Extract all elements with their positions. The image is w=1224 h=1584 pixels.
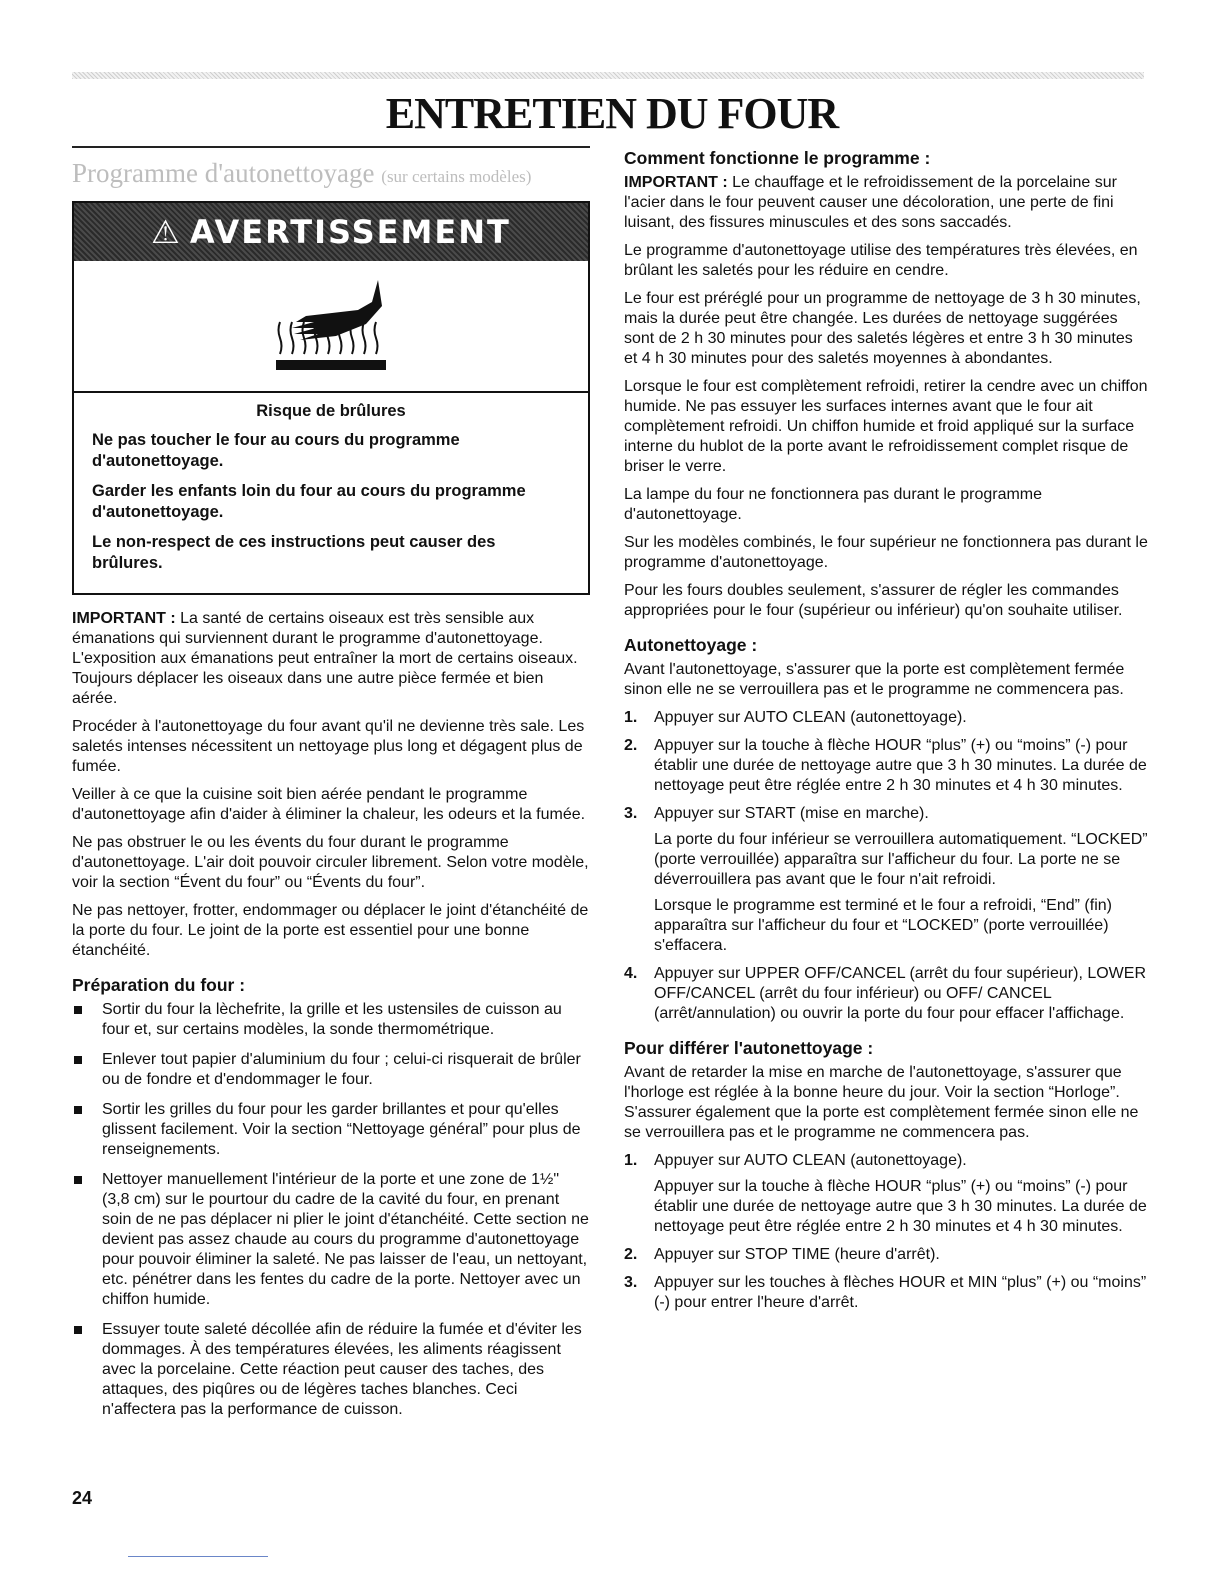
footer-link-line [128, 1556, 268, 1557]
step-number: 4. [624, 965, 638, 982]
self-clean-heading: Autonettoyage : [624, 635, 758, 655]
step-text: Appuyer sur AUTO CLEAN (autonettoyage). [654, 1152, 967, 1169]
step-item [624, 736, 1148, 796]
paragraph: Pour les fours doubles seulement, s'assurer de régler les commandes appropriées pour le four (supérieur ou inférieur) qu'on souhaite utiliser. [624, 582, 1123, 619]
square-bullet-icon [74, 1326, 82, 1334]
list-item [72, 1050, 590, 1090]
list-item [72, 1000, 590, 1040]
step-number: 3. [624, 805, 638, 822]
step-text: Appuyer sur START (mise en marche). [654, 805, 929, 822]
step-text: Appuyer sur STOP TIME (heure d'arrêt). [654, 1246, 940, 1263]
page-title: ENTRETIEN DU FOUR [385, 89, 839, 138]
page-number: 24 [72, 1488, 93, 1508]
step-text: Appuyer sur AUTO CLEAN (autonettoyage). [654, 709, 967, 726]
list-item-text: Enlever tout papier d'aluminium du four ; celui-ci risquerait de brûler ou de fondre et d'endommager le four. [102, 1051, 581, 1088]
list-item-text: Sortir les grilles du four pour les garder brillantes et pour qu'elles glissent facilement. Voir la section “Nettoyage général” pour plus de renseignements. [102, 1101, 581, 1158]
square-bullet-icon [74, 1056, 82, 1064]
paragraph: Le four est préréglé pour un programme de nettoyage de 3 h 30 minutes, mais la durée peut être changée. Les durées de nettoyage suggérées sont de 2 h 30 minutes pour des saletés légères et entre 3 h 30 minutes et 4 h 30 minutes pour des saletés moyennes à abondantes. [624, 290, 1141, 367]
paragraph: Lorsque le four est complètement refroidi, retirer la cendre avec un chiffon humide. Ne pas essuyer les surfaces internes avant que le four ait complètement refroidi. Un chiffon humide et froid appliqué sur la surface interne du hublot de la porte avant le refroidissement complet risque de briser le verre. [624, 378, 1148, 475]
list-item-text: Essuyer toute saleté décollée afin de réduire la fumée et d'éviter les dommages. À des températures élevées, les aliments réagissent avec la porcelaine. Cette réaction peut causer des taches, des attaques, des piqûres ou de légères taches blanches. Ceci n'affectera pas la performance de cuisson. [102, 1321, 582, 1418]
warning-triangle-icon: ⚠ [151, 213, 182, 251]
paragraph: Avant de retarder la mise en marche de l'autonettoyage, s'assurer que l'horloge est réglée à la bonne heure du jour. Voir la section “Horloge”. S'assurer également que la porte est complètement fermée sinon elle ne se verrouillera pas et le programme ne commencera pas. [624, 1064, 1139, 1141]
paragraph-text: La santé de certains oiseaux est très sensible aux émanations qui surviennent durant le programme d'autonettoyage. L'exposition aux émanations peut entraîner la mort de certains oiseaux. Toujours déplacer les oiseaux dans une autre pièce fermée et bien aérée. [72, 610, 578, 707]
square-bullet-icon [74, 1176, 82, 1184]
paragraph-lead: IMPORTANT : [624, 174, 728, 191]
preparation-list [72, 1000, 590, 1420]
top-decorative-rule [72, 72, 1144, 79]
warning-line: Ne pas toucher le four au cours du programme d'autonettoyage. [92, 431, 460, 470]
paragraph: Veiller à ce que la cuisine soit bien aérée pendant le programme d'autonettoyage afin d'aider à éliminer la chaleur, les odeurs et la fumée. [72, 786, 586, 823]
list-item [72, 1170, 590, 1310]
step-number: 2. [624, 1246, 638, 1263]
step-text: Appuyer sur la touche à flèche HOUR “plus” (+) ou “moins” (-) pour établir une durée de nettoyage autre que 3 h 30 minutes. La durée de nettoyage peut être réglée entre 2 h 30 minutes et 4 h 30 minutes. [654, 737, 1147, 794]
step-note: La porte du four inférieur se verrouillera automatiquement. “LOCKED” (porte verrouillée) apparaîtra sur l'afficheur du four. La porte ne se déverrouillera pas avant que le four n'ait refroidi. [654, 831, 1148, 888]
step-item [624, 964, 1148, 1024]
list-item-text: Sortir du four la lèchefrite, la grille et les ustensiles de cuisson au four et, sur certains modèles, la sonde thermométrique. [102, 1001, 562, 1038]
hand-heat-icon [74, 261, 588, 393]
left-column [72, 146, 590, 1430]
paragraph: Ne pas obstruer le ou les évents du four durant le programme d'autonettoyage. L'air doit pouvoir circuler librement. Selon votre modèle, voir la section “Évent du four” ou “Évents du four”. [72, 834, 589, 891]
step-item [624, 1151, 1148, 1237]
step-text: Appuyer sur les touches à flèches HOUR et MIN “plus” (+) ou “moins” (-) pour entrer l'heure d'arrêt. [654, 1274, 1147, 1311]
right-column [624, 146, 1148, 1321]
step-item [624, 1245, 1148, 1265]
paragraph: Procéder à l'autonettoyage du four avant qu'il ne devienne très sale. Les saletés intenses nécessitent un nettoyage plus long et dégagent plus de fumée. [72, 718, 585, 775]
square-bullet-icon [74, 1006, 82, 1014]
section-subtitle: (sur certains modèles) [381, 167, 532, 186]
list-item [72, 1100, 590, 1160]
warning-line: Garder les enfants loin du four au cours du programme d'autonettoyage. [92, 482, 526, 521]
paragraph: Ne pas nettoyer, frotter, endommager ou déplacer le joint d'étanchéité de la porte du four. Le joint de la porte est essentiel pour une bonne étanchéité. [72, 902, 589, 959]
paragraph [624, 173, 1148, 233]
step-text: Appuyer sur UPPER OFF/CANCEL (arrêt du four supérieur), LOWER OFF/CANCEL (arrêt du four inférieur) ou OFF/ CANCEL (arrêt/annulation) ou ouvrir la porte du four pour effacer l'affichage. [654, 965, 1146, 1022]
warning-line: Le non-respect de ces instructions peut causer des brûlures. [92, 533, 496, 572]
step-note: Appuyer sur la touche à flèche HOUR “plus” (+) ou “moins” (-) pour établir une durée de nettoyage autre que 3 h 30 minutes. La durée de nettoyage peut être réglée entre 2 h 30 minutes et 4 h 30 minutes. [654, 1178, 1147, 1235]
step-item [624, 1273, 1148, 1313]
step-number: 3. [624, 1274, 638, 1291]
step-item [624, 708, 1148, 728]
step-number: 1. [624, 709, 638, 726]
paragraph: Sur les modèles combinés, le four supérieur ne fonctionnera pas durant le programme d'autonettoyage. [624, 534, 1148, 571]
risk-title: Risque de brûlures [256, 402, 406, 420]
preparation-heading: Préparation du four : [72, 975, 246, 995]
paragraph: Avant l'autonettoyage, s'assurer que la porte est complètement fermée sinon elle ne se verrouillera pas et le programme ne commencera pas. [624, 661, 1125, 698]
warning-box [72, 201, 590, 595]
paragraph-lead: IMPORTANT : [72, 610, 176, 627]
step-number: 1. [624, 1152, 638, 1169]
self-clean-steps [624, 708, 1148, 1024]
warning-header [74, 203, 588, 261]
section-heading [72, 146, 590, 189]
step-note: Lorsque le programme est terminé et le four a refroidi, “End” (fin) apparaîtra sur l'afficheur du four et “LOCKED” (porte verrouillée) s'effacera. [654, 897, 1112, 954]
how-it-works-heading: Comment fonctionne le programme : [624, 148, 931, 168]
section-title: Programme d'autonettoyage [72, 158, 375, 188]
warning-text [74, 393, 588, 593]
list-item-text: Nettoyer manuellement l'intérieur de la porte et une zone de 1½" (3,8 cm) sur le pourtour du cadre de la cavité du four, en prenant soin de ne pas déplacer ni plier le joint d'étanchéité. Cette section ne devient pas assez chaude au cours du programme d'autonettoyage pour pouvoir éliminer la saleté. Ne pas laisser de l'eau, un nettoyant, etc. pénétrer dans les fentes du cadre de la porte. Nettoyer avec un chiffon humide. [102, 1171, 589, 1308]
square-bullet-icon [74, 1106, 82, 1114]
step-number: 2. [624, 737, 638, 754]
paragraph-text: Le chauffage et le refroidissement de la porcelaine sur l'acier dans le four peuvent causer une décoloration, une perte de fini luisant, des fissures minuscules et des sons saccadés. [624, 174, 1117, 231]
delay-clean-heading: Pour différer l'autonettoyage : [624, 1038, 874, 1058]
paragraph: Le programme d'autonettoyage utilise des températures très élevées, en brûlant les saletés pour les réduire en cendre. [624, 242, 1138, 279]
step-item [624, 804, 1148, 956]
warning-header-label: AVERTISSEMENT [189, 213, 511, 251]
paragraph [72, 609, 590, 709]
paragraph: La lampe du four ne fonctionnera pas durant le programme d'autonettoyage. [624, 486, 1043, 523]
delay-clean-steps [624, 1151, 1148, 1313]
list-item [72, 1320, 590, 1420]
